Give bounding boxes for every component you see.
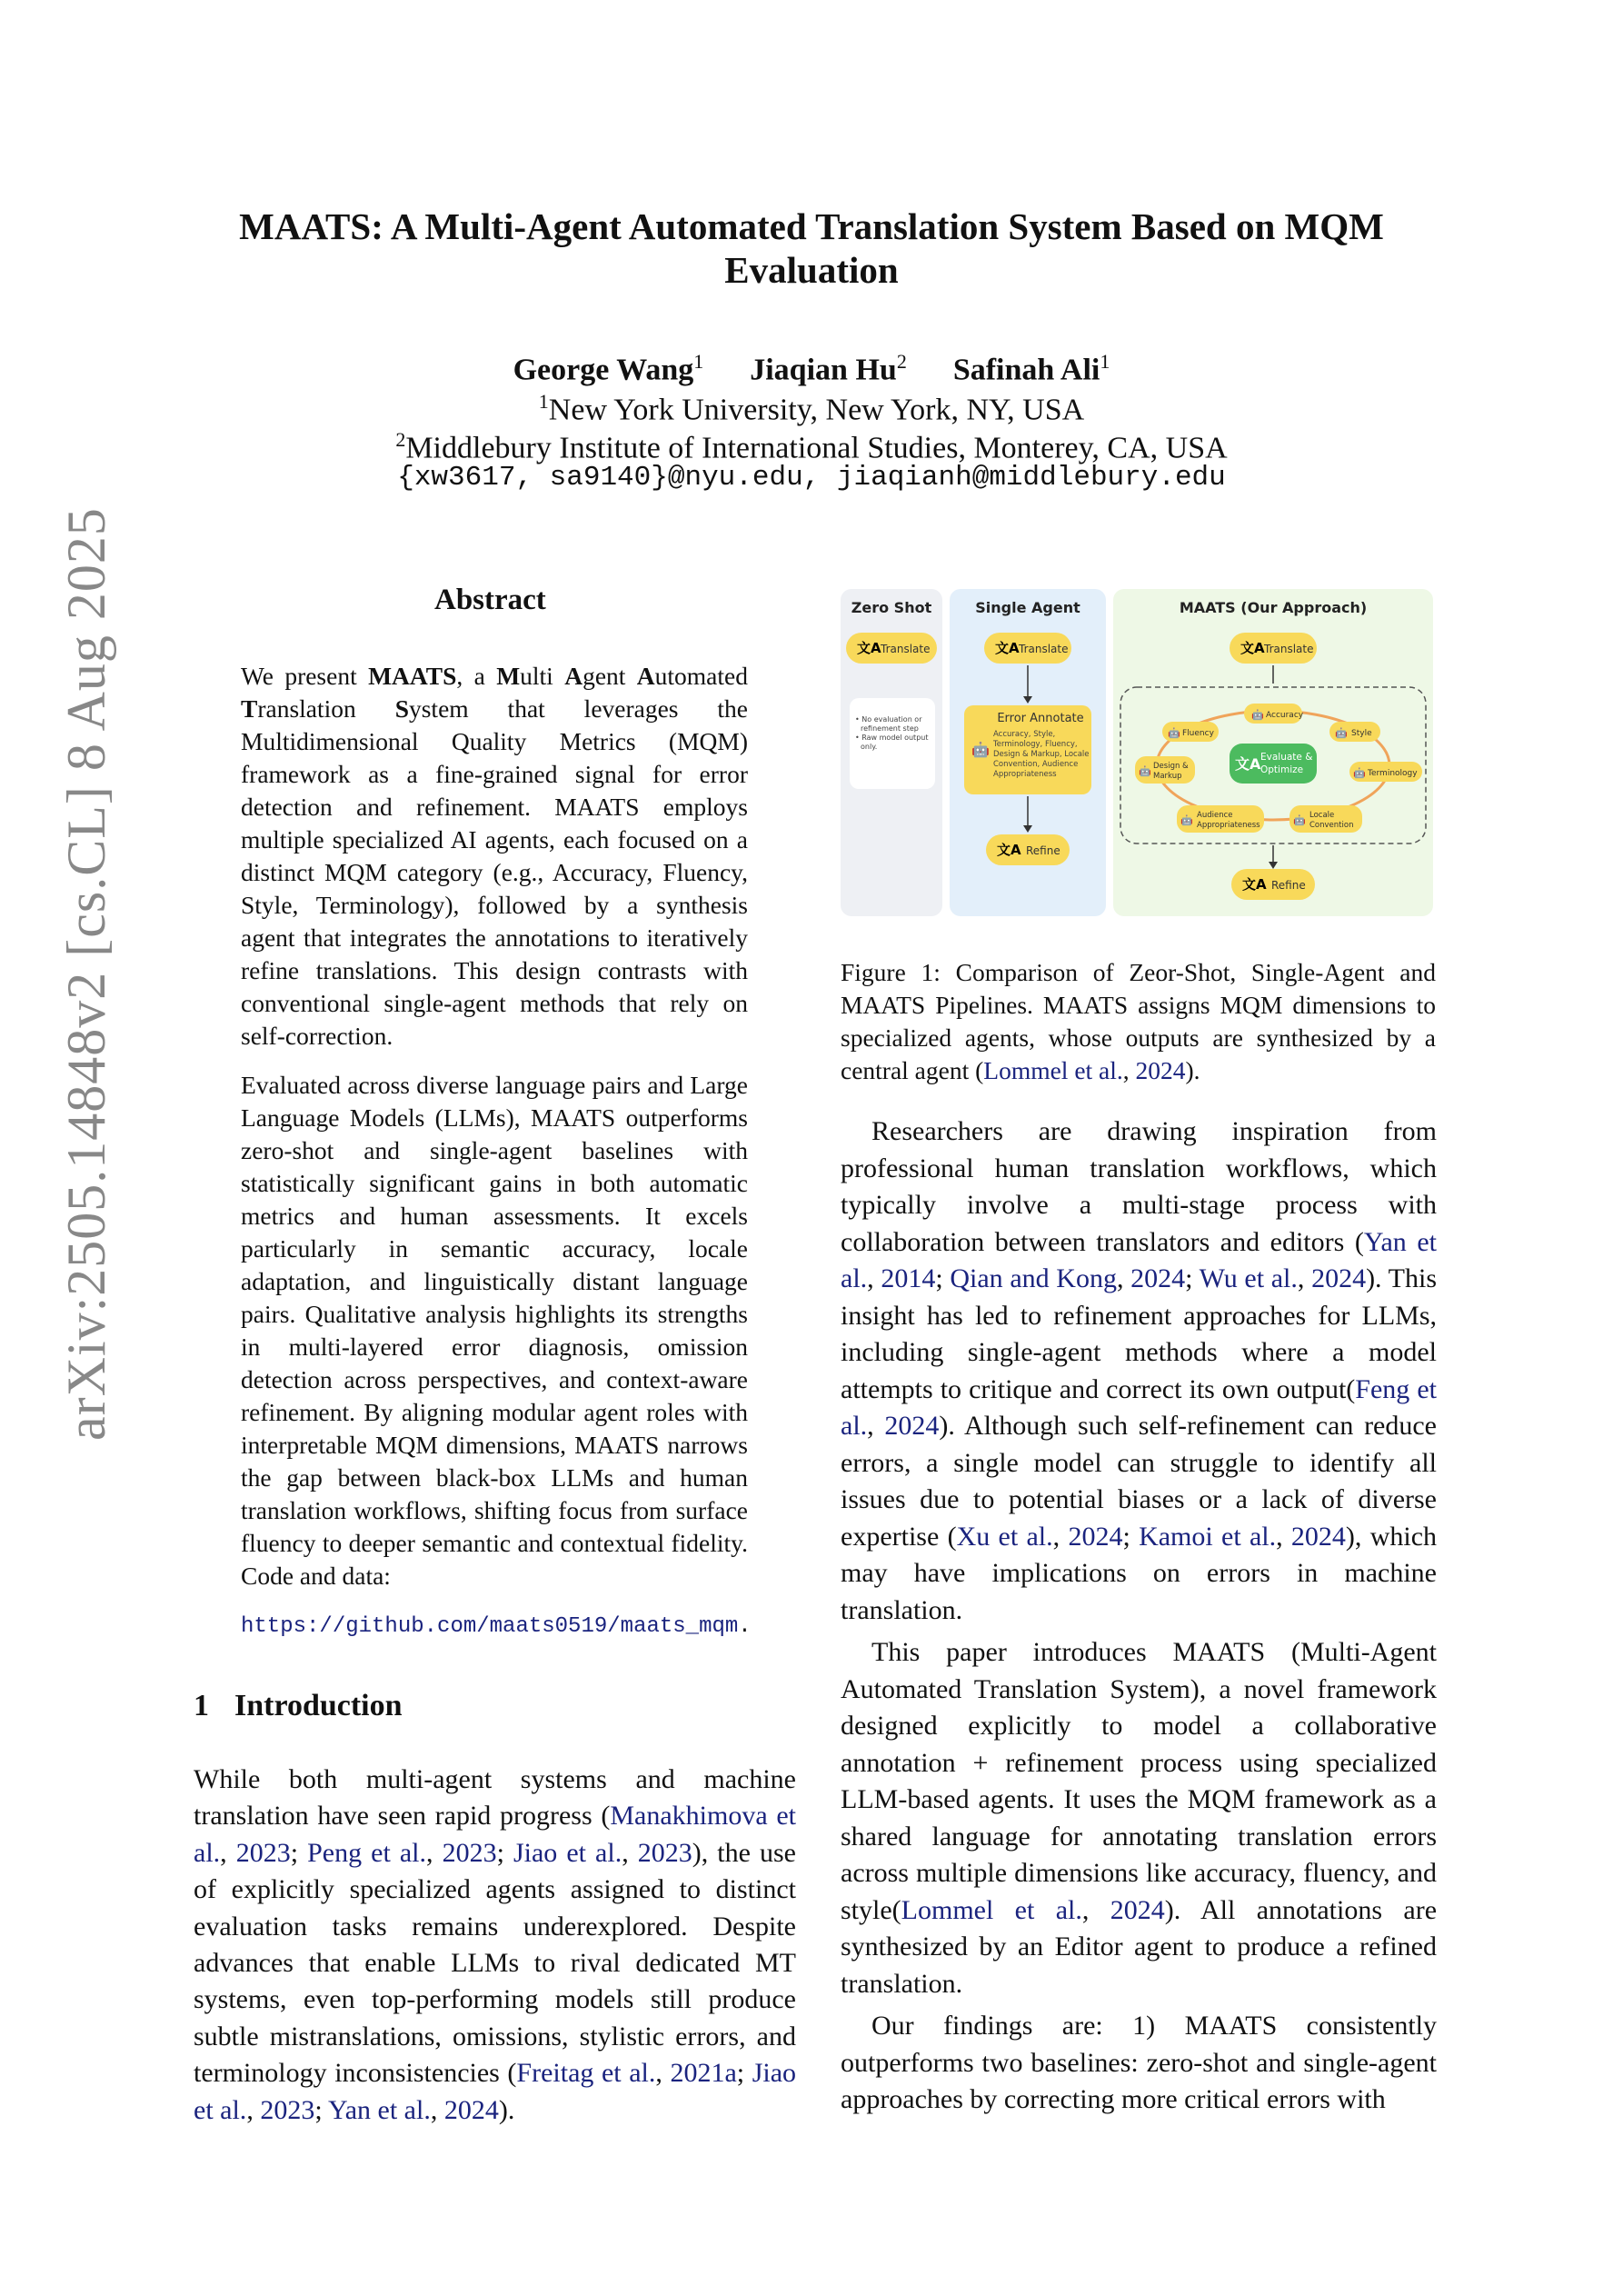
- author-name: George Wang: [513, 353, 694, 387]
- title-line-2: Evaluation: [724, 249, 899, 291]
- robot-icon: 🤖: [971, 741, 990, 758]
- agent-fluency-label: Fluency: [1182, 729, 1214, 738]
- body-paragraph: Our findings are: 1) MAATS consistently outperforms two baselines: zero-shot and single-agent approaches by correcting more critical errors with: [841, 2011, 1437, 2114]
- figure-caption: Figure 1: Comparison of Zeor-Shot, Single-Agent and MAATS Pipelines. MAATS assigns MQM dimensions to specialized agents, whose outputs are synthesized by a central agent (Lommel et al., 2024).: [841, 958, 1436, 1084]
- error-category-line: Accuracy, Style,: [993, 730, 1056, 739]
- translate-icon: 文A: [995, 640, 1020, 656]
- agent-audience-label: Audience: [1197, 811, 1233, 820]
- section-number: 1: [194, 1689, 209, 1722]
- error-category-line: Design & Markup, Locale: [993, 750, 1090, 759]
- author-affil-mark: 1: [693, 350, 704, 373]
- maats-title: MAATS (Our Approach): [1179, 599, 1368, 616]
- robot-icon: 🤖: [1168, 727, 1180, 739]
- robot-icon: 🤖: [1335, 727, 1348, 739]
- author-name: Safinah Ali: [952, 353, 1100, 387]
- body-paragraph: Researchers are drawing inspiration from professional human translation workflows, which typically involve a multi-stage process with collaboration between translators and editors (Yan et al., 2014; Qian and Kong, 2024; Wu et al., 2024). This insight has led to refinement approaches for LLMs, including single-agent methods where a model attempts to critique and correct its own output(Feng et al., 2024). Although such self-refinement can reduce errors, a single model can struggle to identify all issues due to potential biases or a lack of diverse expertise (Xu et al., 2024; Kamoi et al., 2024), which may have implications on errors in machine translation.: [841, 1116, 1438, 1625]
- author-affil-mark: 2: [896, 350, 907, 373]
- code-link-text[interactable]: https://github.com/maats0519/maats_mqm: [241, 1614, 739, 1639]
- title-line-1: MAATS: A Multi-Agent Automated Translation System Based on MQM: [239, 205, 1384, 247]
- section-heading: [194, 1689, 428, 1723]
- error-category-line: Terminology, Fluency,: [993, 740, 1078, 749]
- author-emails: {xw3617, sa9140}@nyu.edu, jiaqianh@middlebury.edu: [397, 462, 1226, 494]
- refine-label: Refine: [1271, 879, 1306, 892]
- translate-label: Translate: [881, 643, 931, 655]
- error-category-line: Appropriateness: [993, 770, 1057, 779]
- affil-text: Middlebury Institute of International Studies, Monterey, CA, USA: [405, 431, 1228, 465]
- code-link[interactable]: https://github.com/maats0519/maats_mqm.: [241, 1614, 752, 1639]
- author-name: Jiaqian Hu: [750, 353, 897, 387]
- robot-icon: 🤖: [1293, 814, 1306, 826]
- agent-design-label: Design &: [1153, 762, 1189, 771]
- translate-icon: 文A: [857, 640, 881, 656]
- right-column-body: [841, 1113, 1437, 2119]
- zero-shot-title: Zero Shot: [851, 599, 932, 616]
- intro-paragraph: While both multi-agent systems and machine translation have seen rapid progress (Manakhimova et al., 2023; Peng et al., 2023; Jiao et al., 2023), the use of explicitly specialized agents assigned to distinct evaluation tasks remains underexplored. Despite advances that enable LLMs to rival dedicated MT systems, even top-performing models still produce subtle mistranslations, omissions, stylistic errors, and terminology inconsistencies (Freitag et al., 2021a; Jiao et al., 2023; Yan et al., 2024).: [194, 1764, 797, 2125]
- robot-icon: 🤖: [1251, 709, 1264, 721]
- zero-note-line: • Raw model output: [855, 734, 929, 742]
- translate-icon: 文A: [1235, 755, 1261, 773]
- affil-mark: 1: [538, 390, 549, 413]
- translate-icon: 文A: [1240, 640, 1265, 656]
- robot-icon: 🤖: [1180, 814, 1193, 826]
- affil-mark: 2: [395, 428, 406, 451]
- agent-audience-label: Appropriateness: [1197, 821, 1260, 830]
- refine-label: Refine: [1026, 844, 1060, 857]
- translate-label: Translate: [1264, 643, 1314, 655]
- agent-terminology-label: Terminology: [1368, 769, 1418, 778]
- single-agent-title: Single Agent: [975, 599, 1080, 616]
- error-category-line: Convention, Audience: [993, 760, 1079, 769]
- translate-icon: 文A: [1242, 876, 1267, 893]
- abstract-paragraph: Evaluated across diverse language pairs and Large Language Models (LLMs), MAATS outperforms zero-shot and single-agent baselines with statistically significant gains in both automatic metrics and human assessments. It excels particularly in semantic accuracy, locale adaptation, and linguistically distant language pairs. Qualitative analysis highlights its strengths in multi-layered error diagnosis, omission detection across perspectives, and context-aware refinement. By aligning modular agent roles with interpretable MQM dimensions, MAATS narrows the gap between black-box LLMs and human translation workflows, shifting focus from surface fluency to deeper semantic and contextual fidelity. Code and data:: [241, 1071, 748, 1590]
- zero-note-line: only.: [861, 743, 878, 751]
- agent-accuracy-label: Accuracy: [1266, 711, 1304, 720]
- robot-icon: 🤖: [1353, 767, 1366, 779]
- arxiv-stamp: arXiv:2505.14848v2 [cs.CL] 8 Aug 2025: [56, 507, 116, 1441]
- body-paragraph: This paper introduces MAATS (Multi-Agent Automated Translation System), a novel framework designed explicitly to model a collaborative annotation + refinement process using specialized LLM-based agents. It uses the MQM framework as a shared language for annotating translation errors across multiple dimensions like accuracy, fluency, and style(Lommel et al., 2024). All annotations are synthesized by an Editor agent to produce a refined translation.: [841, 1637, 1438, 1999]
- abstract-body: [241, 660, 748, 1609]
- agent-locale-label: Locale: [1309, 811, 1335, 820]
- hub-label: Evaluate &: [1260, 752, 1313, 763]
- hub-label: Optimize: [1260, 764, 1304, 775]
- translate-icon: 文A: [997, 842, 1021, 858]
- affil-text: New York University, New York, NY, USA: [548, 393, 1085, 427]
- author-list: [164, 344, 1459, 388]
- error-annotate-title: Error Annotate: [997, 712, 1084, 725]
- robot-icon: 🤖: [1139, 765, 1151, 777]
- zero-note-line: refinement step: [861, 724, 919, 733]
- agent-style-label: Style: [1351, 729, 1372, 738]
- translate-label: Translate: [1019, 643, 1069, 655]
- abstract-paragraph: We present MAATS, a Multi Agent Automated Translation System that leverages the Multidimensional Quality Metrics (MQM) framework as a fine-grained signal for error detection and refinement. MAATS employs multiple specialized AI agents, each focused on a distinct MQM category (e.g., Accuracy, Fluency, Style, Terminology), followed by a synthesis agent that integrates the annotations to iteratively refine translations. This design contrasts with conventional single-agent methods that rely on self-correction.: [241, 662, 748, 1050]
- section-title: Introduction: [234, 1689, 403, 1722]
- agent-design-label: Markup: [1153, 772, 1182, 781]
- paper-title: [164, 205, 1459, 292]
- agent-locale-label: Convention: [1309, 821, 1354, 830]
- figure-1-diagram: [841, 589, 1433, 916]
- author-affil-mark: 1: [1100, 350, 1110, 373]
- zero-note-line: • No evaluation or: [855, 715, 922, 724]
- abstract-heading: Abstract: [434, 584, 546, 616]
